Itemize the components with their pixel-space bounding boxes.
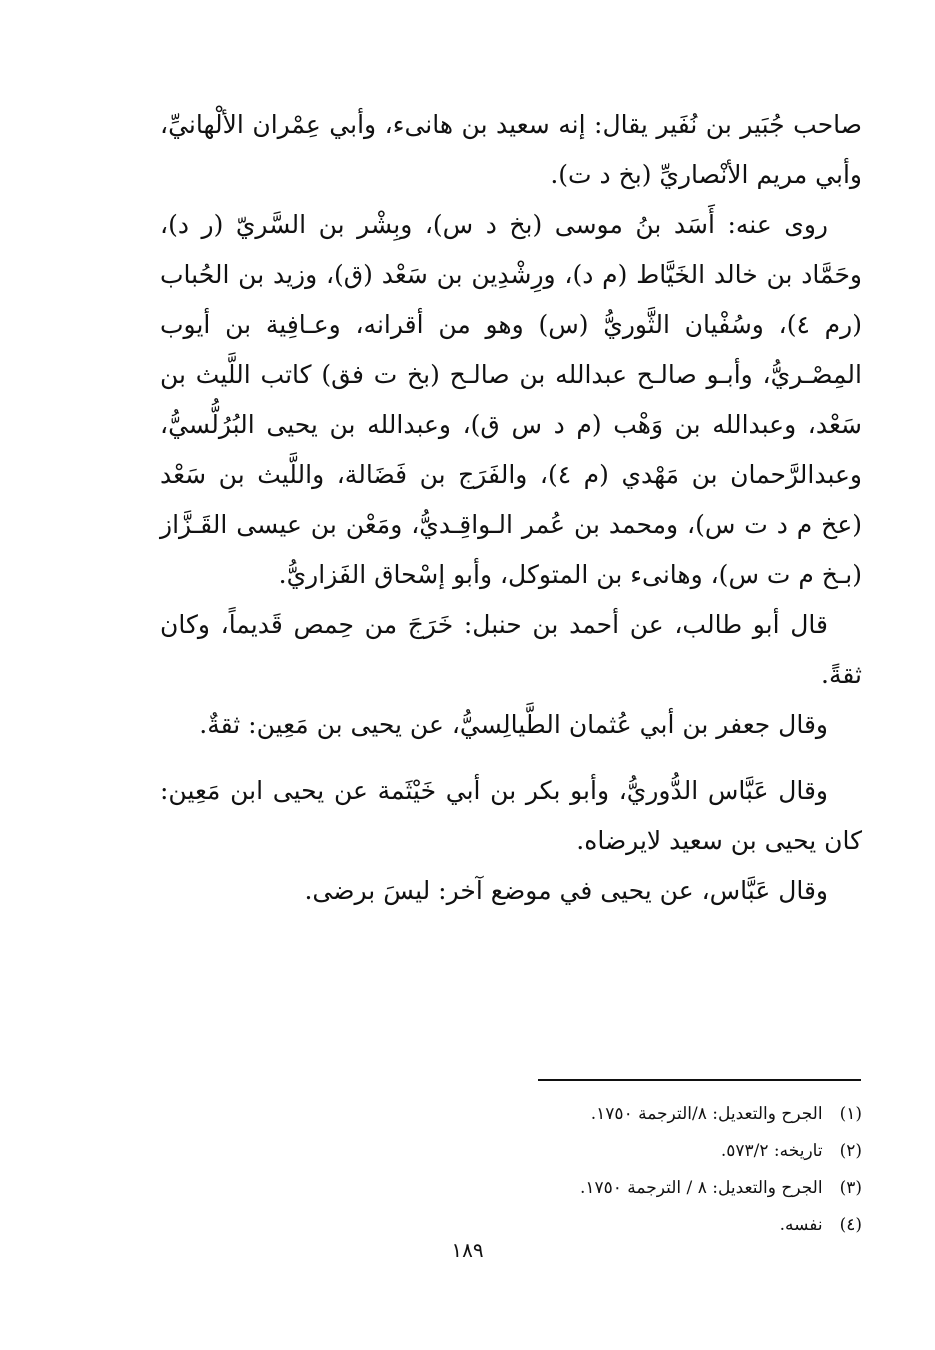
paragraph-4: وقال جعفر بن أبي عُثمان الطَّيالِسيُّ، عن يحيى بن مَعِين: ثقةٌ.	[199, 710, 828, 739]
page-number: ١٨٩	[451, 1238, 484, 1262]
footnote-1	[300, 1096, 862, 1133]
footnote-2	[300, 1133, 862, 1170]
footnote-number: (٣)	[839, 1178, 862, 1198]
body-text	[160, 100, 862, 916]
paragraph-6: وقال عَبَّاس، عن يحيى في موضع آخر: ليسَ برضى.	[304, 876, 828, 905]
footnotes	[300, 1096, 862, 1244]
paragraph-1: صاحب جُبَير بن نُفَير يقال: إنه سعيد بن هانىء، وأبي عِمْران الألْهانيِّ، وأبي مريم الأنْصاريِّ (بخ د ت).	[160, 110, 862, 189]
paragraph-2: روى عنه: أَسَد بنُ موسى (بخ د س)، وبِشْر بن السَّريّ (ر د)، وحَمَّاد بن خالد الخَيَّاط (م د)، ورِشْدِين بن سَعْد (ق)، وزيد بن الحُباب (رم ٤)، وسُفْيان الثَّوريُّ (س) وهو من أقرانه، وعـافِية بن أيوب المِصْـريُّ، وأبـو صالـح عبدالله بن صالـح (بخ ت فق) كاتب اللَّيث بن سَعْد، وعبدالله بن وَهْب (م د س ق)، وعبدالله بن يحيى البُرُلُّسيُّ، وعبدالرَّحمان بن مَهْدي (م ٤)، والفَرَج بن فَضَالة، واللَّيث بن سَعْد (عخ م د ت س)، ومحمد بن عُمر الـواقِـديُّ، ومَعْن بن عيسى القَـزَّاز (بـخ م ت س)، وهانىء بن المتوكل، وأبو إسْحاق الفَزاريُّ.	[160, 210, 863, 589]
paragraph-5: وقال عَبَّاس الدُّوريُّ، وأبو بكر بن أبي خَيْثَمة عن يحيى ابن مَعِين: كان يحيى بن سعيد لايرضاه.	[160, 776, 862, 855]
footnote-text: الجرح والتعديل: ٨ / الترجمة ١٧٥٠.	[579, 1178, 823, 1198]
footnote-text: الجرح والتعديل: ٨/الترجمة ١٧٥٠.	[590, 1104, 823, 1124]
footnote-3	[300, 1170, 862, 1207]
footnote-number: (٤)	[839, 1215, 862, 1235]
footnote-text: تاريخه: ٥٧٣/٢.	[720, 1141, 823, 1161]
footnote-number: (٢)	[839, 1141, 862, 1161]
footnote-text: نفسه.	[779, 1215, 823, 1235]
paragraph-3: قال أبو طالب، عن أحمد بن حنبل: خَرَجَ من حِمص قَديماً، وكان ثقةً.	[160, 610, 862, 689]
footnote-number: (١)	[839, 1104, 862, 1124]
footnote-separator	[538, 1079, 861, 1081]
